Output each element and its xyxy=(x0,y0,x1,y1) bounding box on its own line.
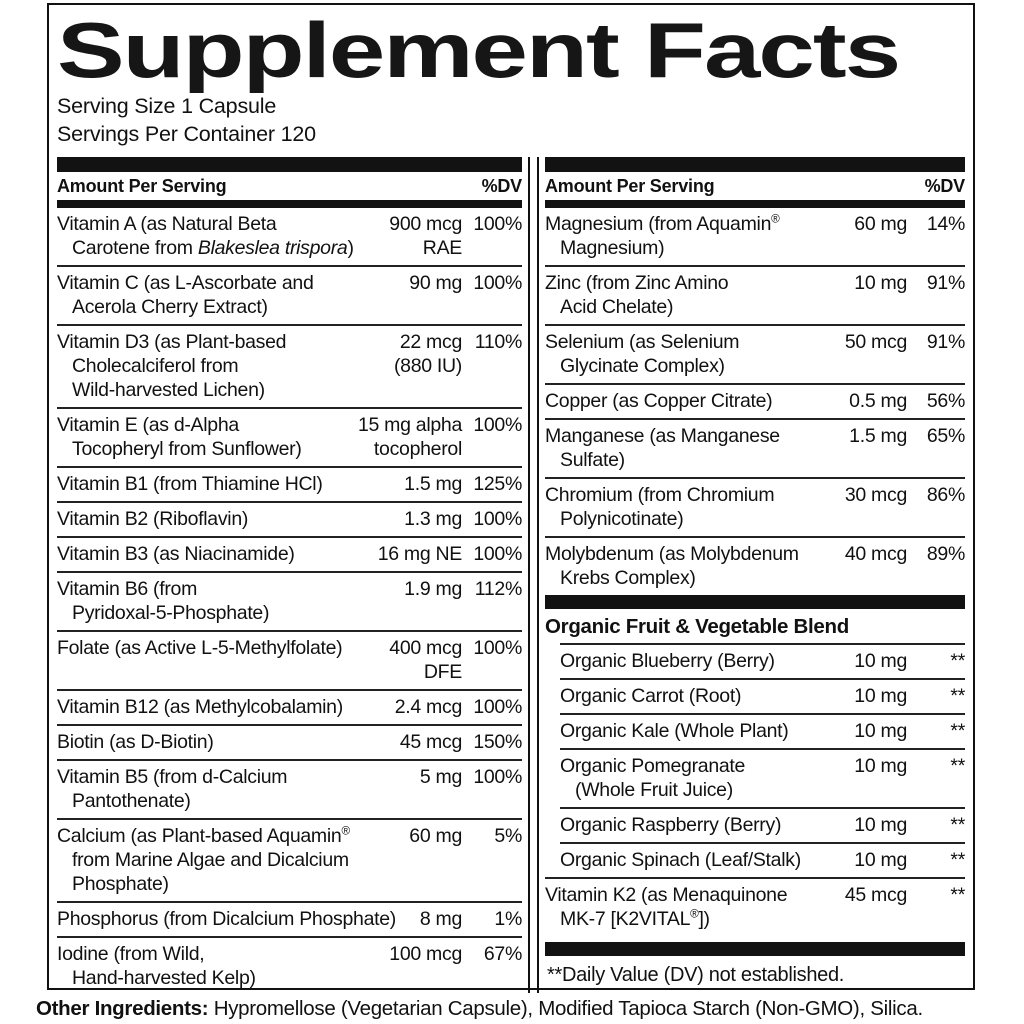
other-ingredients-value: Hypromellose (Vegetarian Capsule), Modified Tapioca Starch (Non-GMO), Silica. xyxy=(213,997,923,1020)
row-name: Vitamin A (as Natural Beta Carotene from Blakeslea trispora) xyxy=(57,213,354,259)
table-row xyxy=(560,643,965,678)
row-amount: 0.5 mg xyxy=(849,390,907,412)
row-dv: 100% xyxy=(473,766,522,788)
row-dv: 112% xyxy=(474,578,522,600)
serving-info xyxy=(57,93,973,148)
table-row xyxy=(57,536,522,571)
table-row xyxy=(57,466,522,501)
row-dv: 91% xyxy=(926,272,965,294)
table-row xyxy=(57,265,522,324)
row-name: Magnesium (from Aquamin® Magnesium) xyxy=(545,212,780,259)
divider-bar-bottom xyxy=(545,942,965,956)
row-name: Vitamin B12 (as Methylcobalamin) xyxy=(57,696,343,718)
table-row xyxy=(545,536,965,595)
row-amount: 10 mg xyxy=(854,849,907,871)
row-dv: 100% xyxy=(473,543,522,565)
row-name: Vitamin K2 (as Menaquinone MK-7 [K2VITAL®]) xyxy=(545,884,788,930)
divider-bar-section xyxy=(545,595,965,609)
row-name: Organic Raspberry (Berry) xyxy=(560,814,782,836)
row-dv: ** xyxy=(950,884,965,906)
row-name: Iodine (from Wild, Hand-harvested Kelp) xyxy=(57,943,256,989)
row-name: Vitamin B5 (from d-Calcium Pantothenate) xyxy=(57,766,288,812)
row-dv: 150% xyxy=(473,731,522,753)
row-dv: 1% xyxy=(494,908,522,930)
row-name: Vitamin B6 (from Pyridoxal-5-Phosphate) xyxy=(57,578,270,624)
daily-value-footnote: **Daily Value (DV) not established. xyxy=(547,964,845,986)
row-amount: 400 mcg DFE xyxy=(389,637,462,683)
row-amount: 40 mcg xyxy=(844,543,907,565)
table-row xyxy=(57,630,522,689)
row-dv: 110% xyxy=(474,331,522,353)
row-dv: 14% xyxy=(926,213,965,235)
other-ingredients xyxy=(36,996,1011,1021)
row-amount: 8 mg xyxy=(419,908,462,930)
row-amount: 2.4 mcg xyxy=(394,696,462,718)
table-row xyxy=(545,477,965,536)
row-name: Vitamin D3 (as Plant-based Cholecalciferol from Wild-harvested Lichen) xyxy=(57,331,287,401)
row-name: Calcium (as Plant-based Aquamin® from Marine Algae and Dicalcium Phosphate) xyxy=(57,824,350,895)
row-dv: 125% xyxy=(473,473,522,495)
blend-section-title: Organic Fruit & Vegetable Blend xyxy=(545,615,849,638)
column-gap xyxy=(530,157,537,993)
servings-per-container: Servings Per Container 120 xyxy=(57,122,316,146)
row-dv: ** xyxy=(950,685,965,707)
table-row xyxy=(57,407,522,466)
row-amount: 1.3 mg xyxy=(404,508,462,530)
row-amount: 10 mg xyxy=(854,814,907,836)
row-amount: 45 mcg xyxy=(399,731,462,753)
row-name: Selenium (as Selenium Glycinate Complex) xyxy=(545,331,740,377)
row-dv: ** xyxy=(950,814,965,836)
row-amount: 1.5 mg xyxy=(849,425,907,447)
row-name: Organic Kale (Whole Plant) xyxy=(560,720,789,742)
row-dv: 86% xyxy=(926,484,965,506)
table-row xyxy=(57,724,522,759)
row-amount: 1.5 mg xyxy=(404,473,462,495)
row-amount: 10 mg xyxy=(854,755,907,777)
table-row xyxy=(545,208,965,265)
row-amount: 10 mg xyxy=(854,272,907,294)
row-name: Vitamin B1 (from Thiamine HCl) xyxy=(57,473,323,495)
table-row xyxy=(57,818,522,901)
row-name: Molybdenum (as Molybdenum Krebs Complex) xyxy=(545,543,799,589)
table-row xyxy=(57,501,522,536)
row-amount: 10 mg xyxy=(854,685,907,707)
table-row xyxy=(57,208,522,265)
row-dv: 100% xyxy=(473,696,522,718)
row-amount: 15 mg alpha tocopherol xyxy=(357,414,462,460)
other-ingredients-label: Other Ingredients: xyxy=(36,997,209,1020)
footnote-block xyxy=(545,942,965,993)
header-dv-label: %DV xyxy=(924,176,965,196)
row-name: Vitamin B3 (as Niacinamide) xyxy=(57,543,295,565)
row-name: Organic Pomegranate (Whole Fruit Juice) xyxy=(560,755,746,801)
row-amount: 100 mcg xyxy=(389,943,462,965)
table-row xyxy=(560,678,965,713)
table-row xyxy=(560,748,965,807)
row-name: Copper (as Copper Citrate) xyxy=(545,390,773,412)
left-column-rows xyxy=(57,208,522,995)
row-name: Manganese (as Manganese Sulfate) xyxy=(545,425,780,471)
column-header xyxy=(57,172,522,200)
divider-bar-top xyxy=(57,157,522,172)
divider-bar-mid xyxy=(57,200,522,208)
row-amount: 30 mcg xyxy=(844,484,907,506)
header-amount-label: Amount Per Serving xyxy=(545,176,715,196)
row-amount: 900 mcg RAE xyxy=(389,213,462,259)
table-row xyxy=(560,842,965,877)
row-dv: 56% xyxy=(926,390,965,412)
divider-bar-top xyxy=(545,157,965,172)
row-amount: 45 mcg xyxy=(844,884,907,906)
header-dv-label: %DV xyxy=(481,176,522,196)
row-dv: ** xyxy=(950,755,965,777)
row-name: Organic Blueberry (Berry) xyxy=(560,650,775,672)
row-name: Organic Carrot (Root) xyxy=(560,685,742,707)
table-row xyxy=(545,418,965,477)
row-amount: 5 mg xyxy=(419,766,462,788)
row-name: Vitamin C (as L-Ascorbate and Acerola Cherry Extract) xyxy=(57,272,314,318)
right-column xyxy=(537,157,973,993)
left-column xyxy=(57,157,530,993)
table-row xyxy=(560,807,965,842)
row-name: Chromium (from Chromium Polynicotinate) xyxy=(545,484,775,530)
divider-bar-mid xyxy=(545,200,965,208)
row-dv: 100% xyxy=(473,414,522,436)
header-amount-label: Amount Per Serving xyxy=(57,176,227,196)
row-dv: ** xyxy=(950,849,965,871)
row-amount: 60 mg xyxy=(854,213,907,235)
row-dv: 100% xyxy=(473,637,522,659)
row-amount: 16 mg NE xyxy=(377,543,462,565)
row-amount: 50 mcg xyxy=(844,331,907,353)
row-name: Vitamin B2 (Riboflavin) xyxy=(57,508,249,530)
row-amount: 10 mg xyxy=(854,650,907,672)
row-name: Biotin (as D-Biotin) xyxy=(57,731,214,753)
row-dv: 89% xyxy=(926,543,965,565)
row-name: Organic Spinach (Leaf/Stalk) xyxy=(560,849,801,871)
table-row xyxy=(57,324,522,407)
table-row xyxy=(57,571,522,630)
table-row xyxy=(560,713,965,748)
table-row xyxy=(57,901,522,936)
row-dv: 100% xyxy=(473,508,522,530)
row-dv: 67% xyxy=(483,943,522,965)
table-row xyxy=(57,936,522,995)
table-row xyxy=(545,877,965,936)
column-header xyxy=(545,172,965,200)
serving-size: Serving Size 1 Capsule xyxy=(57,94,277,118)
mineral-rows xyxy=(545,208,965,595)
row-dv: 5% xyxy=(494,825,522,847)
row-amount: 22 mcg (880 IU) xyxy=(393,331,462,377)
row-name: Zinc (from Zinc Amino Acid Chelate) xyxy=(545,272,729,318)
table-row xyxy=(545,383,965,418)
row-dv: 100% xyxy=(473,272,522,294)
row-dv: 91% xyxy=(926,331,965,353)
row-dv: ** xyxy=(950,650,965,672)
row-name: Folate (as Active L-5-Methylfolate) xyxy=(57,637,343,659)
row-amount: 10 mg xyxy=(854,720,907,742)
row-amount: 1.9 mg xyxy=(404,578,462,600)
table-row xyxy=(57,689,522,724)
blend-rows xyxy=(545,643,965,936)
row-amount: 90 mg xyxy=(409,272,462,294)
row-name: Phosphorus (from Dicalcium Phosphate) xyxy=(57,908,396,930)
row-name: Vitamin E (as d-Alpha Tocopheryl from Sunflower) xyxy=(57,414,302,460)
page-title: Supplement Facts xyxy=(57,6,900,94)
row-dv: 65% xyxy=(926,425,965,447)
table-row xyxy=(57,759,522,818)
row-dv: ** xyxy=(950,720,965,742)
table-row xyxy=(545,324,965,383)
facts-columns xyxy=(57,157,973,993)
table-row xyxy=(545,265,965,324)
supplement-facts-label xyxy=(47,3,975,990)
row-dv: 100% xyxy=(473,213,522,235)
row-amount: 60 mg xyxy=(409,825,462,847)
